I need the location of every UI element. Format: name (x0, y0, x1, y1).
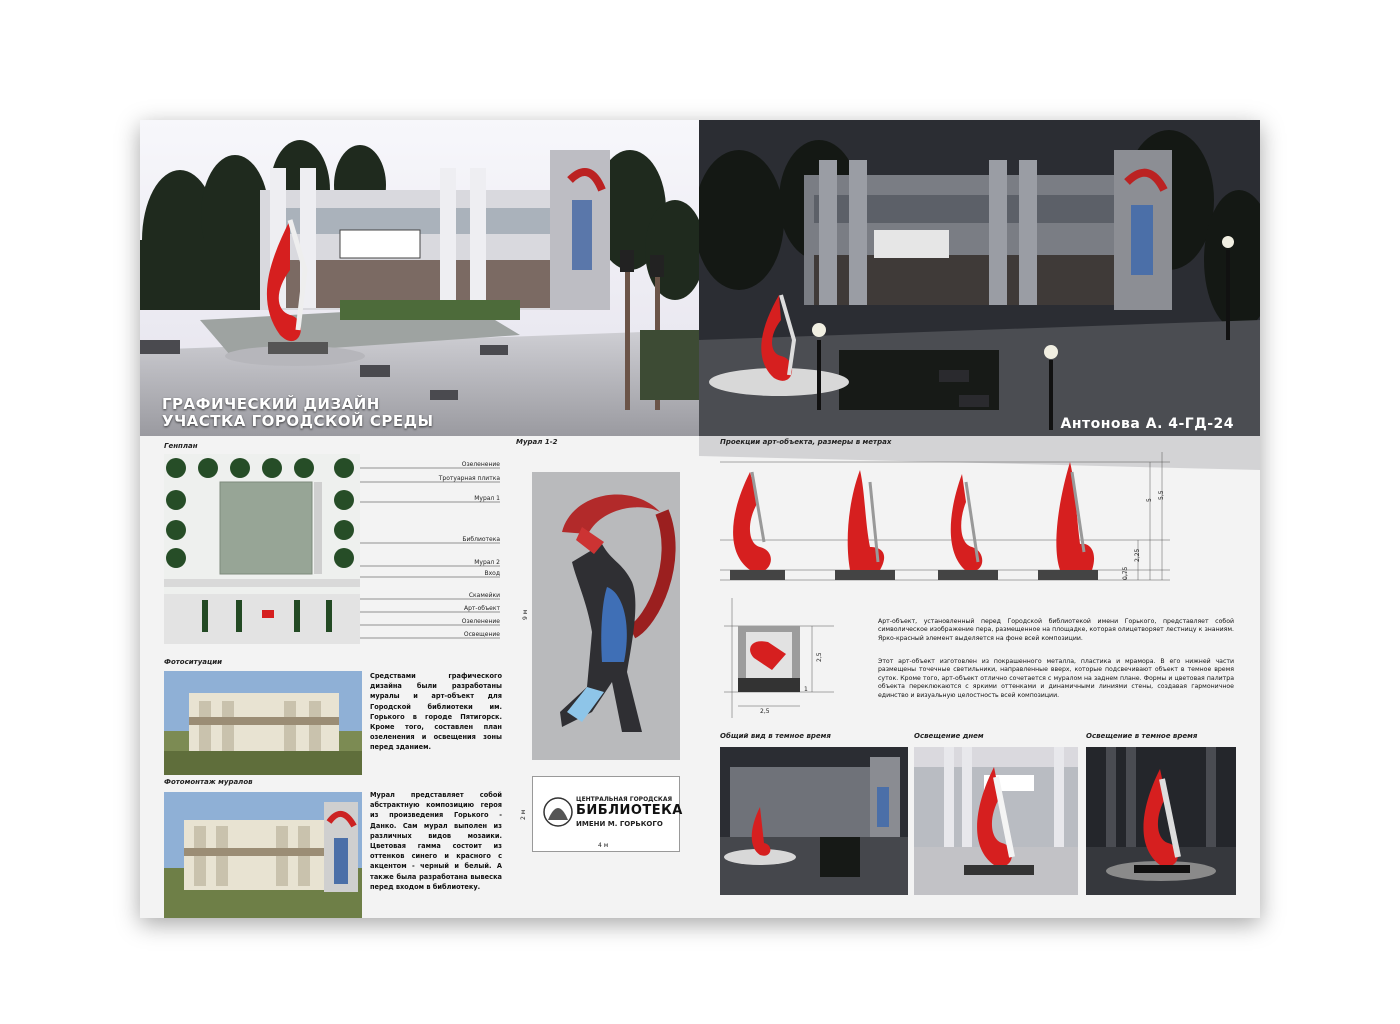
proj-dim: 0,75 (1122, 566, 1129, 580)
hero-night-render (699, 120, 1260, 436)
proj-dim: 5 (1146, 498, 1153, 502)
sign-line-2: БИБЛИОТЕКА (576, 803, 683, 818)
photo-situation-label: Фотоситуации (164, 658, 223, 666)
sign-width-dim: 4 м (598, 842, 609, 849)
photomontage-image (164, 792, 362, 918)
photo-situation-image (164, 671, 362, 775)
mural-description-text: Мурал представляет собой абстрактную композицию героя из произведения Горького - Данко. Сам мурал выполен из различных видов мозаики. Цветовая гамма состоит из оттенков синего и красного с акцентом - черный и белый. А также была разработана вывеска перед входом в библиотеку. (370, 791, 502, 891)
day-light-image (914, 747, 1078, 895)
legend-item: Вход (484, 570, 500, 577)
legend-item: Мурал 2 (474, 559, 500, 566)
legend-item: Скамейки (468, 592, 500, 599)
mural-height-dim: 9 м (522, 609, 529, 620)
art-object-text-1: Арт-объект, установленный перед Городской библиотекой имени Горького, представляет собой символическое изображение пера, размещенное на площадке, которая олицетворяет лестницу к знаниям. Ярко-красный элемент выделяется на фоне всей композиции. (878, 618, 1234, 642)
mural-image (532, 472, 680, 760)
base-dim: 1 (804, 686, 808, 693)
genplan-label: Генплан (164, 442, 198, 450)
sign-line-3: ИМЕНИ М. ГОРЬКОГО (576, 820, 663, 828)
projections-drawing (720, 452, 1190, 592)
project-title (162, 396, 434, 430)
mural-label: Мурал 1-2 (516, 438, 558, 446)
author-label: Антонова А. 4-ГД-24 (1060, 416, 1234, 432)
proj-dim: 2,25 (1134, 548, 1141, 562)
projections-label: Проекции арт-объекта, размеры в метрах (720, 438, 892, 446)
legend-item: Мурал 1 (474, 495, 500, 502)
legend-item: Озеленение (461, 461, 500, 468)
night-view-label: Общий вид в темное время (720, 732, 831, 740)
day-light-label: Освещение днем (914, 732, 984, 740)
night-view-image (720, 747, 908, 895)
legend-item: Арт-объект (464, 605, 500, 612)
legend-item: Библиотека (462, 536, 500, 543)
genplan-plan (164, 454, 360, 644)
legend-item: Озеленение (461, 618, 500, 625)
title-line-2: УЧАСТКА ГОРОДСКОЙ СРЕДЫ (162, 412, 434, 430)
legend-item: Освещение (463, 631, 500, 638)
presentation-sheet (140, 120, 1260, 918)
library-sign (532, 776, 683, 852)
photo-situation-text: Средствами графического дизайна были разработаны муралы и арт-объект для Городской библиотеки им. Горького в городе Пятигорск. Кроме того, составлен план озеленения и освещения зоны перед зданием. (370, 672, 502, 752)
hero-day-render (140, 120, 699, 436)
night-light-label: Освещение в темное время (1086, 732, 1198, 740)
art-object-text-2: Этот арт-объект изготовлен из покрашенного металла, пластика и мрамора. В его нижней части размещены точечные светильники, направленные вверх, которые подсвечивают объект в темное время суток. Кроме того, арт-объект отлично сочетается с муралом на заднем плане. Формы и цветовая палитра объекта переклюкаются с яркими оттенками и динамичными линиями стены, создавая гармоничное единство и визуальную целостность всей композиции. (878, 658, 1234, 699)
night-light-image (1086, 747, 1236, 895)
base-dim: 2,5 (760, 708, 770, 715)
photomontage-label: Фотомонтаж муралов (164, 778, 253, 786)
genplan-legend (360, 460, 502, 640)
title-line-1: ГРАФИЧЕСКИЙ ДИЗАЙН (162, 395, 380, 413)
sign-height-dim: 2 м (520, 809, 527, 820)
legend-item: Тротуарная плитка (438, 475, 500, 482)
sign-line-1: ЦЕНТРАЛЬНАЯ ГОРОДСКАЯ (576, 796, 673, 803)
base-detail-drawing (724, 598, 834, 718)
proj-dim: 5,5 (1158, 490, 1165, 500)
base-dim: 2,5 (816, 652, 823, 662)
